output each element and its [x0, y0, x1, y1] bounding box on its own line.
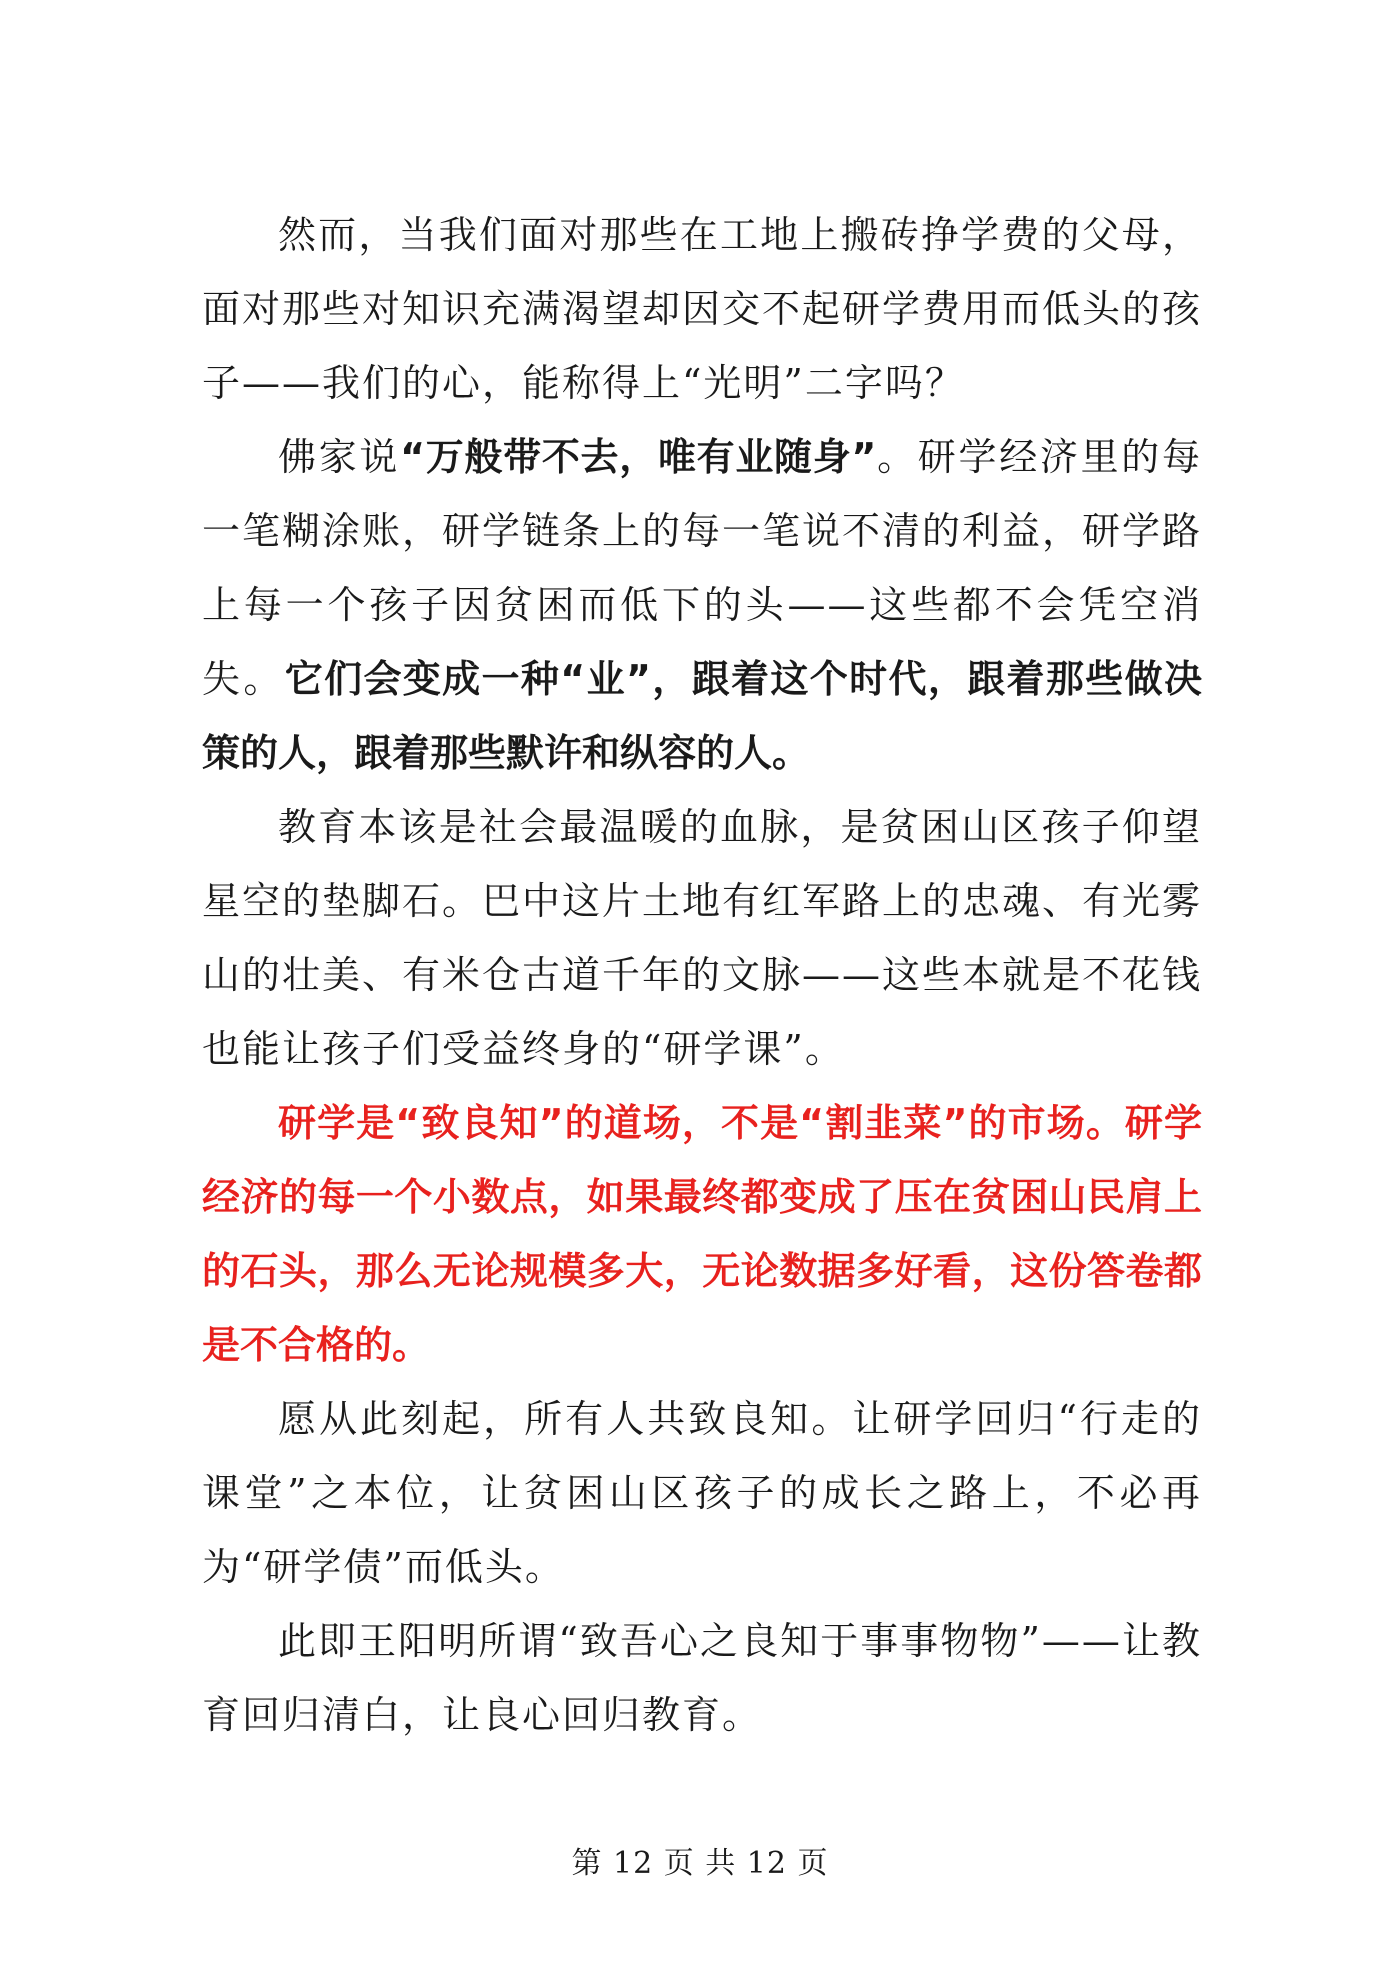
paragraph-2: [202, 420, 1202, 790]
paragraph-1: [202, 198, 1202, 420]
paragraph-6-text: 此即王阳明所谓“致吾心之良知于事事物物”——让教育回归清白，让良心回归教育。: [202, 1619, 1202, 1737]
paragraph-5: [202, 1382, 1202, 1604]
paragraph-2-body: 。研学经济里的每一笔糊涂账，研学链条上的每一笔说不清的利益，研学路上每一个孩子因贫困而低下的头——这些都不会凭空消失。: [202, 435, 1203, 701]
page-number-footer: 第 12 页 共 12 页: [571, 1846, 829, 1881]
paragraph-5-text: 愿从此刻起，所有人共致良知。让研学回归“行走的课堂”之本位，让贫困山区孩子的成长之路上，不必再为“研学债”而低头。: [202, 1397, 1202, 1589]
paragraph-2-intro: 佛家说: [278, 435, 401, 479]
paragraph-2-emphasis: 它们会变成一种“业”，跟着这个时代，跟着那些做决策的人，跟着那些默许和纵容的人。: [202, 657, 1202, 775]
paragraph-4-highlight: [202, 1086, 1202, 1382]
paragraph-1-text: 然而，当我们面对那些在工地上搬砖挣学费的父母，面对那些对知识充满渴望却因交不起研学费用而低头的孩子——我们的心，能称得上“光明”二字吗？: [202, 213, 1203, 405]
paragraph-4-text: 研学是“致良知”的道场，不是“割韭菜”的市场。研学经济的每一个小数点，如果最终都变成了压在贫困山民肩上的石头，那么无论规模多大，无论数据多好看，这份答卷都是不合格的。: [202, 1101, 1202, 1367]
paragraph-3: [202, 790, 1202, 1086]
paragraph-3-text: 教育本该是社会最温暖的血脉，是贫困山区孩子仰望星空的垫脚石。巴中这片土地有红军路上的忠魂、有光雾山的壮美、有米仓古道千年的文脉——这些本就是不花钱也能让孩子们受益终身的“研学课”。: [202, 805, 1203, 1071]
document-body: [202, 198, 1202, 1752]
paragraph-2-quote: “万般带不去，唯有业随身”: [400, 435, 877, 479]
paragraph-6: [202, 1604, 1202, 1752]
